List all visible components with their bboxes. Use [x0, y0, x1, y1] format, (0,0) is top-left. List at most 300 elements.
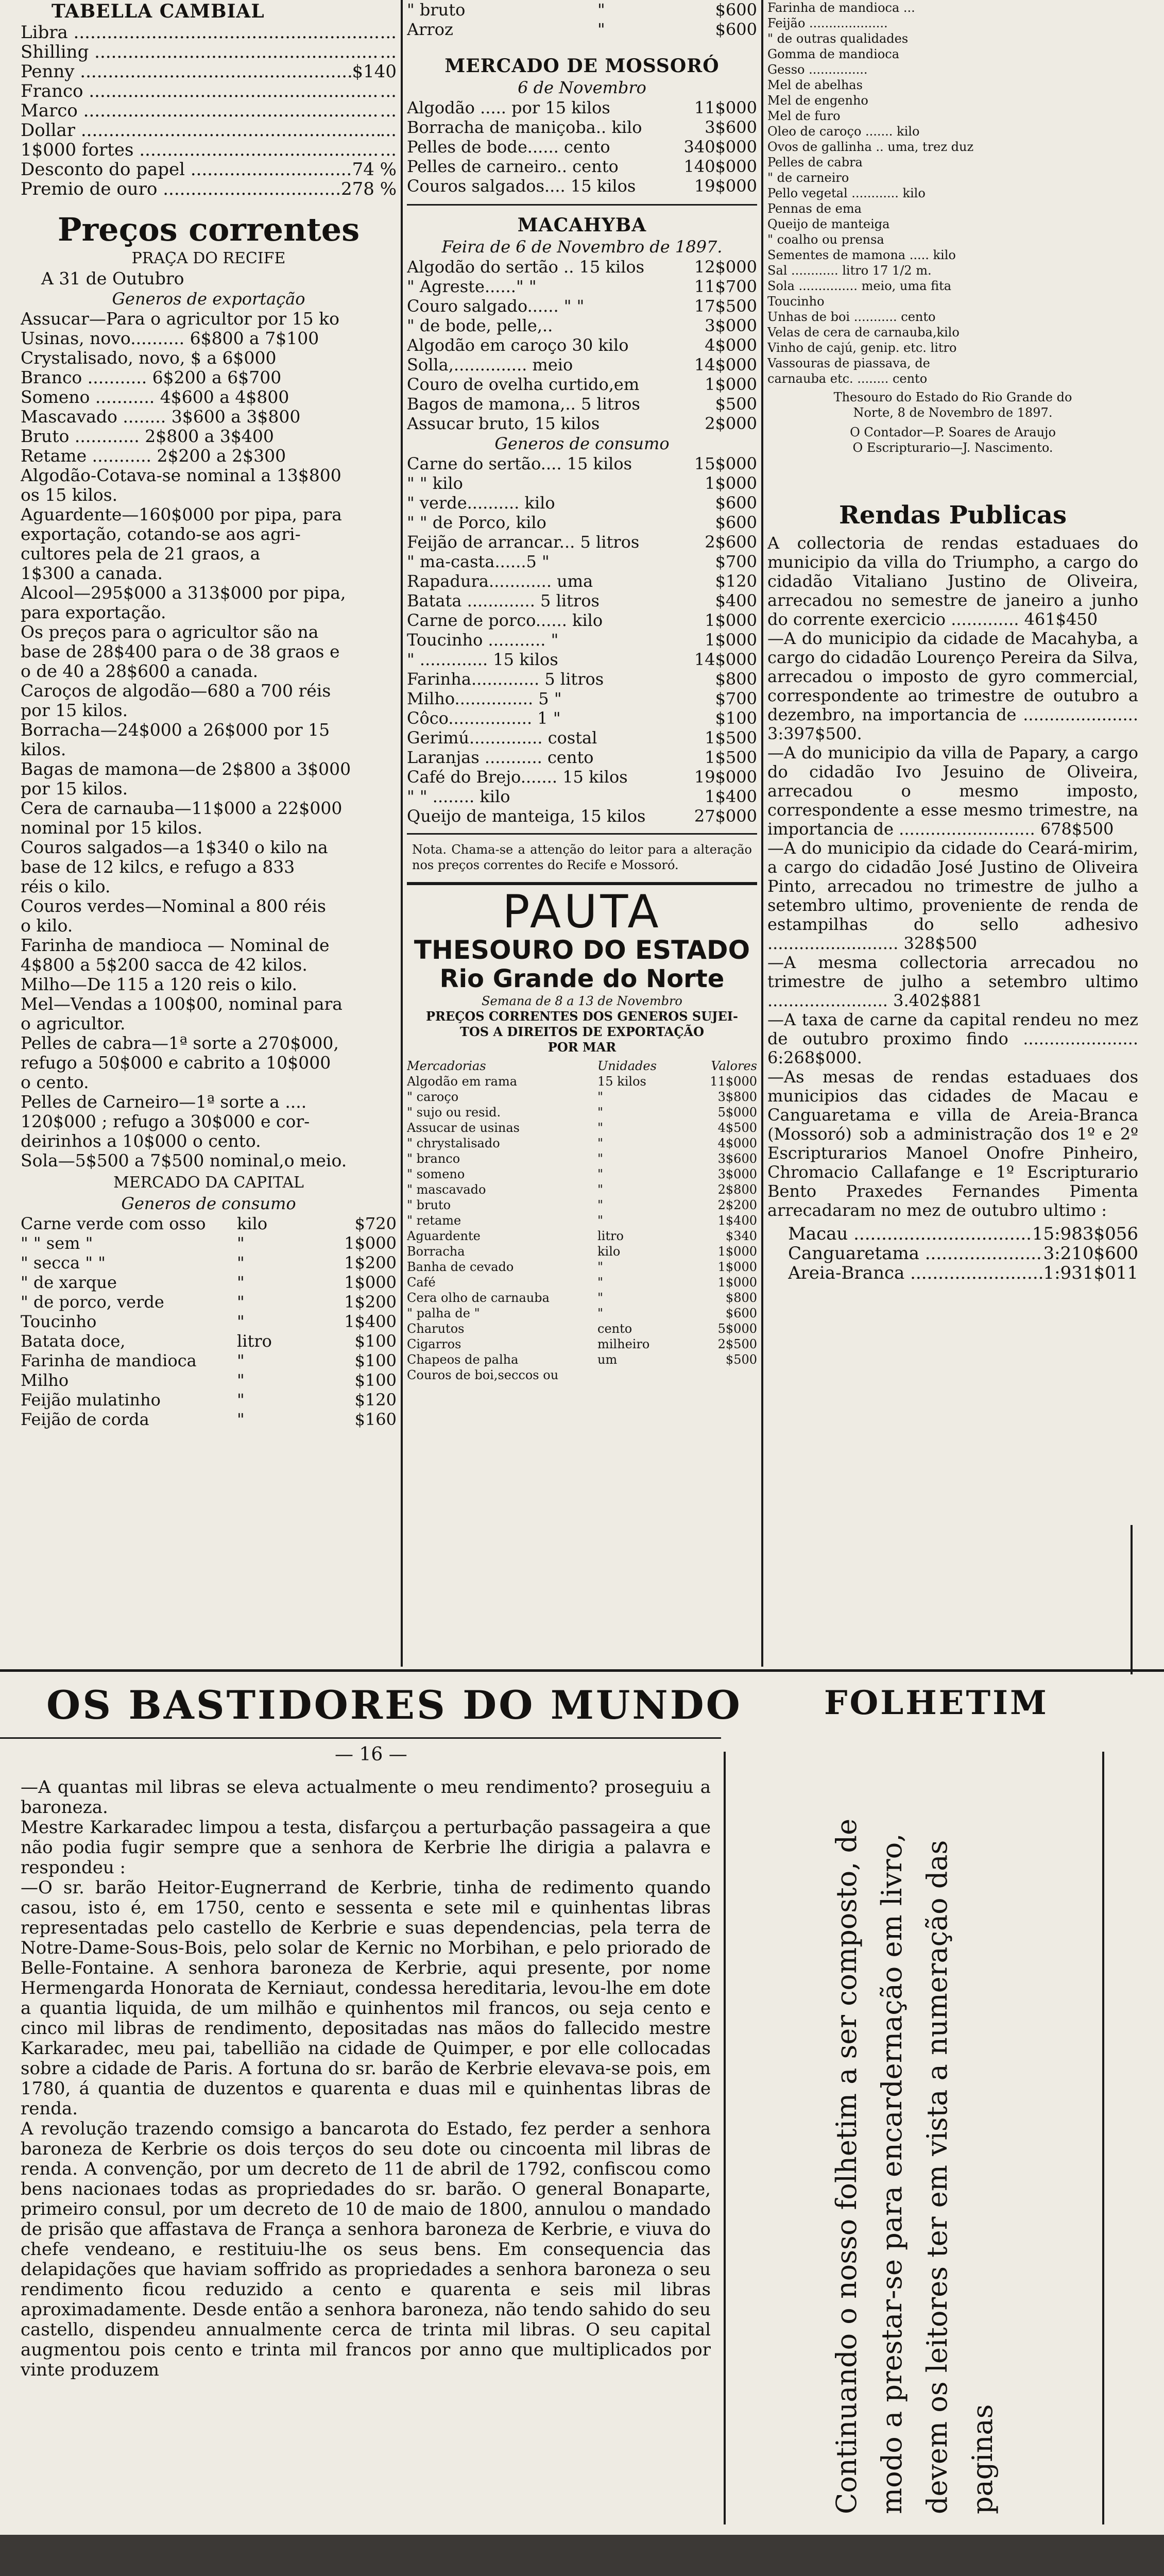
item-name: " someno: [407, 1167, 465, 1181]
item-name: Côco................ 1 ": [407, 708, 561, 728]
item-price: 2$600: [705, 532, 757, 552]
table-row: [407, 0, 757, 20]
item-name: " bruto: [407, 0, 466, 20]
item-name: Algodão em rama: [407, 1074, 518, 1089]
table-row: [407, 689, 757, 708]
export-line: kilos.: [21, 739, 66, 759]
item-price: 3$600: [717, 1151, 757, 1166]
item-name: " Agreste......" ": [407, 277, 537, 296]
table-row: [21, 1370, 397, 1390]
export-line: Mascavado ........ 3$600 a 3$800: [21, 406, 301, 427]
item-price: 1$000: [344, 1233, 397, 1253]
pauta-row: [407, 1352, 757, 1367]
table-row: [407, 708, 757, 728]
total-place: Areia-Branca .....: [788, 1263, 1043, 1283]
table-row: [407, 414, 757, 433]
table-row: [407, 552, 757, 571]
cambial-row: [21, 62, 397, 81]
table-row: [407, 728, 757, 748]
pauta-line: Farinha de mandioca ...: [767, 1, 915, 15]
item-price: 2$000: [705, 414, 757, 433]
pauta-row: [407, 1105, 757, 1120]
pauta-header: Valores: [711, 1059, 757, 1073]
table-row: [21, 1273, 397, 1292]
export-line: o kilo.: [21, 916, 73, 936]
pauta-row: [407, 1197, 757, 1213]
item-price: 1$400: [344, 1312, 397, 1331]
item-name: " " sem ": [21, 1233, 93, 1253]
table-row: [407, 532, 757, 552]
item-name: Couro de ovelha curtido,em: [407, 375, 640, 394]
folhetim-notice: Continuando o nosso folhetim a ser composto, de modo a prestar-se para encardernação em livro, devem os leitores ter em vista a numeração das paginas: [830, 1818, 999, 2514]
rendas-totals: [767, 1224, 1138, 1283]
item-price: 15$000: [694, 454, 757, 473]
item-price: $500: [715, 394, 757, 414]
item-unit: ": [597, 1105, 604, 1120]
item-price: 1$400: [717, 1213, 757, 1228]
table-row: [407, 513, 757, 532]
macahyba-title: MACAHYBA: [517, 214, 647, 236]
item-unit: ": [597, 1291, 604, 1305]
pauta-line: Gesso ...............: [767, 62, 868, 77]
section-rule: [407, 204, 757, 206]
cambial-value: ...: [380, 81, 397, 101]
item-name: Gerimú.............. costal: [407, 728, 597, 748]
export-line: o cento.: [21, 1072, 89, 1092]
pauta-line: Mel de engenho: [767, 93, 868, 108]
item-price: 17$500: [694, 296, 757, 316]
item-price: $340: [725, 1229, 757, 1243]
cambial-label: Desconto do papel .....: [21, 160, 352, 179]
item-name: Cera olho de carnauba: [407, 1291, 550, 1305]
export-line: Branco ........... 6$200 a 6$700: [21, 367, 282, 387]
table-row: [407, 650, 757, 669]
export-line: refugo a 50$000 e cabrito a 10$000: [21, 1053, 331, 1073]
export-line: Alcool—295$000 a 313$000 por pipa,: [21, 583, 346, 603]
consumo-heading: Generos de consumo: [121, 1194, 296, 1213]
item-name: " sujo ou resid.: [407, 1105, 501, 1120]
folhetim-text: —A quantas mil libras se eleva actualmente o meu rendimento? proseguiu a baroneza. Mestre Karkaradec limpou a testa, disfarçou a perturbação passageira a que não podia fugir sempre que a senhora de Kerbrie lhe dirigia a palavra e respondeu : —O sr. barão Heitor-Eugnerrand de Kerbrie, tinha de redimento quando casou, isto é, em 1750, cento e sessenta e sete mil e quinhentas libras representadas pelo castello de Kerbrie e suas dependencias, pela terra de Notre-Dame-Sous-Bois, pelo solar de Kernic no Morbihan, e pelo priorado de Belle-Fontaine. A senhora baroneza de Kerbrie, aqui presente, por nome Hermengarda Honorata de Kerniaut, condessa hereditaria, levou-lhe em dote a quantia liquida, de um milhão e quinhentos mil francos, ou seja cento e cinco mil libras de rendimento, depositadas nas mãos do fallecido mestre Karkaradec, meu pai, tabellião na cidade de Quimper, e por elle collocadas sobre a cidade de Paris. A fortuna do sr. barão de Kerbrie elevava-se pois, em 1780, á quantia de duzentos e quarenta e duas mil e quinhentas libras de renda. A revolução trazendo comsigo a bancarota do Estado, fez perder a senhora baroneza de Kerbrie os dois terços do seu dote ou cincoenta mil libras de renda. A convenção, por um decreto de 11 de abril de 1792, confiscou como bens nacionaes todas as propriedades do sr. barão. O general Bonaparte, primeiro consul, por um decreto de 10 de maio de 1800, annulou o mandado de prisão que affastava de França a senhora baroneza de Kerbrie, e viuva do chefe vendeano, e restituiu-lhe os seus bens. Em consequencia das delapidações que haviam soffrido as propriedades a senhora baroneza o seu rendimento ficou reduzido a cento e quarenta e seis mil libras aproximadamente. Desde então a senhora baroneza, não tendo sahido do seu castello, dispendeu annualmente cerca de trinta mil libras. O seu capital augmentou pois cento e trinta mil francos por anno que multiplicados por vinte produzem: [21, 1777, 711, 2380]
pauta-row: [407, 1306, 757, 1321]
pauta-table: [407, 1074, 757, 1383]
item-name: Batata doce,: [21, 1331, 126, 1351]
item-price: 1$400: [705, 787, 757, 806]
cambial-row: [21, 42, 397, 62]
table-row: [407, 157, 757, 176]
item-name: " palha de ": [407, 1306, 480, 1320]
item-name: Borracha: [407, 1244, 465, 1259]
table-row: [407, 748, 757, 767]
item-price: $600: [715, 513, 757, 532]
item-name: Milho............... 5 ": [407, 689, 562, 708]
table-row: [407, 296, 757, 316]
export-line: exportação, cotando-se aos agri-: [21, 524, 301, 544]
cambial-table: [21, 23, 397, 199]
item-unit: ": [597, 1182, 604, 1197]
pauta-header: Mercadorias: [407, 1059, 486, 1073]
item-unit: ": [597, 1275, 604, 1290]
table-row: [407, 454, 757, 473]
item-price: 3$000: [705, 316, 757, 335]
item-name: Feijão de arrancar... 5 litros: [407, 532, 640, 552]
item-name: Farinha de mandioca: [21, 1351, 197, 1370]
item-unit: ": [597, 1306, 604, 1320]
export-line: deirinhos a 10$000 o cento.: [21, 1131, 261, 1151]
item-name: Rapadura............ uma: [407, 571, 593, 591]
table-row: [407, 394, 757, 414]
cambial-label: 1$000 fortes .....: [21, 140, 380, 160]
item-price: $400: [715, 591, 757, 611]
pauta-line: " coalho ou prensa: [767, 232, 884, 247]
pauta-line: Vassouras de piassava, de: [767, 356, 930, 370]
item-unit: ": [597, 1260, 604, 1274]
item-name: Borracha de maniçoba.. kilo: [407, 117, 642, 137]
item-price: 12$000: [694, 257, 757, 277]
export-line: réis o kilo.: [21, 876, 111, 896]
pauta-line: Ovos de gallinha .. uma, trez duz: [767, 140, 974, 154]
table-row: [407, 277, 757, 296]
item-price: $600: [725, 1306, 757, 1320]
item-unit: ": [237, 1370, 245, 1390]
item-name: " de bode, pelle,..: [407, 316, 553, 335]
item-name: Pelles de carneiro.. cento: [407, 157, 619, 176]
pauta-title: PAUTA: [502, 885, 662, 938]
pauta-row: [407, 1166, 757, 1182]
item-name: Bagos de mamona,.. 5 litros: [407, 394, 640, 414]
item-unit: ": [237, 1292, 245, 1312]
item-name: Carne de porco...... kilo: [407, 611, 603, 630]
cambial-label: Marco .....: [21, 101, 380, 121]
total-place: Canguaretama .....: [788, 1244, 1043, 1263]
column-3: [767, 0, 1138, 1667]
item-price: 3$800: [717, 1090, 757, 1104]
item-name: Farinha............. 5 litros: [407, 669, 604, 689]
pauta-row: [407, 1136, 757, 1151]
top-rows: [407, 0, 757, 39]
export-line: por 15 kilos.: [21, 700, 128, 720]
thesouro-date: Norte, 8 de Novembro de 1897.: [853, 405, 1053, 420]
item-unit: ": [597, 1198, 604, 1212]
nota-text: Nota. Chama-se a attenção do leitor para a alteração nos preços correntes do Recife e Mossoró.: [412, 842, 752, 872]
column-2: [407, 0, 757, 1667]
total-value: 3:210$600: [1043, 1243, 1138, 1264]
folhetim-divider: [1102, 1752, 1104, 2524]
item-name: " mascavado: [407, 1182, 486, 1197]
export-line: Retame ........... 2$200 a 2$300: [21, 446, 286, 466]
item-price: 140$000: [683, 157, 757, 176]
item-price: 11$000: [710, 1074, 757, 1089]
item-name: Arroz: [407, 20, 453, 39]
cambial-label: Premio de ouro .....: [21, 179, 341, 199]
bastidores-title: OS BASTIDORES DO MUNDO: [46, 1682, 742, 1728]
item-name: Cigarros: [407, 1337, 461, 1351]
folhetim-divider: [724, 1752, 726, 2524]
cambial-row: [21, 81, 397, 101]
item-name: " chrystalisado: [407, 1136, 500, 1150]
pauta-row: [407, 1259, 757, 1275]
export-line: Couros verdes—Nominal a 800 réis: [21, 896, 326, 916]
pauta-row: [407, 1336, 757, 1352]
cambial-label: Libra .....: [21, 23, 380, 42]
total-value: 1:931$011: [1043, 1263, 1138, 1283]
item-name: Carne verde com osso: [21, 1214, 206, 1233]
export-list: [21, 309, 397, 1171]
cambial-value: ...: [380, 22, 397, 43]
item-price: 340$000: [683, 137, 757, 157]
item-name: " branco: [407, 1151, 460, 1166]
pauta-line: Mel de furo: [767, 109, 841, 123]
table-row: [21, 1292, 397, 1312]
export-line: Os preços para o agricultor são na: [21, 622, 319, 642]
column-1: [21, 0, 397, 1667]
pauta-line: Sola ............... meio, uma fita: [767, 279, 952, 293]
item-price: $720: [354, 1214, 397, 1233]
pauta-row: [407, 1120, 757, 1136]
item-unit: ": [597, 1121, 604, 1135]
item-name: Algodão do sertão .. 15 kilos: [407, 257, 644, 277]
item-price: $600: [715, 20, 757, 39]
cambial-value: ...: [380, 120, 397, 141]
contador: O Contador—P. Soares de Araujo: [850, 425, 1056, 439]
item-name: Milho: [21, 1370, 69, 1390]
item-price: $600: [715, 493, 757, 513]
pauta-line: Pennas de ema: [767, 201, 862, 216]
item-name: " retame: [407, 1213, 461, 1228]
item-price: 4$000: [717, 1136, 757, 1150]
export-line: Cera de carnauba—11$000 a 22$000: [21, 798, 343, 818]
cambial-value: ...: [380, 100, 397, 121]
cambial-value: ...: [380, 42, 397, 62]
pauta-line: Toucinho: [767, 294, 825, 309]
export-line: Farinha de mandioca — Nominal de: [21, 935, 330, 955]
table-row: [407, 176, 757, 196]
table-row: [407, 767, 757, 787]
pauta-line: " de outras qualidades: [767, 31, 909, 46]
mercado-capital-heading: MERCADO DA CAPITAL: [113, 1174, 304, 1192]
item-unit: ": [237, 1410, 245, 1429]
table-row: [21, 1253, 397, 1273]
pauta-line: Sal ............ litro 17 1/2 m.: [767, 263, 932, 278]
table-row: [407, 137, 757, 157]
export-line: Algodão-Cotava-se nominal a 13$800: [21, 465, 341, 485]
export-line: 4$800 a 5$200 sacca de 42 kilos.: [21, 955, 307, 975]
item-price: 5$000: [717, 1321, 757, 1336]
export-line: Crystalisado, novo, $ a 6$000: [21, 348, 277, 368]
cambial-label: Shilling .....: [21, 42, 380, 62]
item-name: Couros salgados.... 15 kilos: [407, 176, 636, 196]
cambial-row: [21, 121, 397, 140]
item-name: Assucar de usinas: [407, 1121, 520, 1135]
pauta-line: Vinho de cajú, genip. etc. litro: [767, 341, 957, 355]
item-price: 1$000: [717, 1244, 757, 1259]
item-name: Banha de cevado: [407, 1260, 514, 1274]
pauta-line: Oleo de caroço ....... kilo: [767, 124, 920, 139]
item-unit: ": [597, 1151, 604, 1166]
total-value: 15:983$056: [1032, 1224, 1138, 1244]
export-line: Mel—Vendas a 100$00, nominal para: [21, 994, 343, 1014]
item-price: 19$000: [694, 767, 757, 787]
table-row: [407, 669, 757, 689]
export-line: nominal por 15 kilos.: [21, 818, 203, 838]
pauta-line: Velas de cera de carnauba,kilo: [767, 325, 960, 340]
table-row: [407, 591, 757, 611]
item-price: 1$000: [705, 375, 757, 394]
table-row: [21, 1233, 397, 1253]
cambial-value: $140: [352, 61, 397, 82]
macahyba-consumo-table: [407, 454, 757, 826]
precos-title: Preços correntes: [57, 211, 360, 248]
pauta-desc: PREÇOS CORRENTES DOS GENEROS SUJEI-: [425, 1009, 738, 1024]
item-price: $800: [725, 1291, 757, 1305]
item-price: 2$200: [717, 1198, 757, 1212]
export-line: Borracha—24$000 a 26$000 por 15: [21, 720, 330, 740]
item-price: 1$200: [344, 1253, 397, 1273]
title-rule: [0, 1737, 721, 1739]
item-price: 11$000: [694, 98, 757, 117]
item-name: " verde.......... kilo: [407, 493, 555, 513]
item-price: $160: [354, 1410, 397, 1429]
item-price: 1$200: [344, 1292, 397, 1312]
item-name: Feijão de corda: [21, 1410, 149, 1429]
export-line: para exportação.: [21, 602, 166, 622]
pauta-line: Pello vegetal ............ kilo: [767, 186, 926, 200]
export-line: Usinas, novo.......... 6$800 a 7$100: [21, 328, 319, 348]
item-price: 2$500: [717, 1337, 757, 1351]
item-name: Batata ............. 5 litros: [407, 591, 600, 611]
item-price: 14$000: [694, 650, 757, 669]
table-row: [407, 335, 757, 355]
item-unit: ": [237, 1351, 245, 1370]
export-line: o de 40 a 28$600 a canada.: [21, 661, 259, 681]
item-name: Café: [407, 1275, 436, 1290]
item-price: 1$000: [705, 630, 757, 650]
table-row: [407, 611, 757, 630]
item-price: 3$000: [717, 1167, 757, 1181]
export-line: Caroços de algodão—680 a 700 réis: [21, 681, 331, 701]
cambial-value: 74 %: [352, 159, 397, 180]
pauta-state: Rio Grande do Norte: [439, 964, 725, 993]
item-unit: ": [237, 1253, 245, 1273]
pauta-row: [407, 1321, 757, 1336]
pauta-header-row: [407, 1058, 757, 1074]
consumo-table: [21, 1214, 397, 1429]
praca-heading: PRAÇA DO RECIFE: [131, 249, 286, 267]
export-line: Sola—5$500 a 7$500 nominal,o meio.: [21, 1150, 347, 1171]
mossoro-table: [407, 98, 757, 196]
cambial-row: [21, 179, 397, 199]
table-row: [21, 1390, 397, 1410]
column-divider: [401, 0, 403, 1667]
item-price: $500: [725, 1352, 757, 1367]
export-line: Bruto ............ 2$800 a 3$400: [21, 426, 274, 446]
item-unit: ": [597, 1167, 604, 1181]
table-row: [407, 20, 757, 39]
item-price: [675, 1367, 757, 1383]
total-row: [767, 1224, 1138, 1244]
pauta-desc: TOS A DIREITOS DE EXPORTAÇÃO: [459, 1024, 705, 1039]
item-unit: ": [237, 1273, 245, 1292]
pauta-header: Unidades: [597, 1059, 657, 1073]
pauta-line: Unhas de boi ........... cento: [767, 310, 936, 324]
item-price: 27$000: [694, 806, 757, 826]
item-unit: litro: [597, 1229, 624, 1243]
pauta-line: Sementes de mamona ..... kilo: [767, 248, 956, 262]
item-price: 5$000: [717, 1105, 757, 1120]
table-row: [407, 98, 757, 117]
item-name: Toucinho: [21, 1312, 97, 1331]
item-name: Queijo de manteiga, 15 kilos: [407, 806, 646, 826]
item-name: " " de Porco, kilo: [407, 513, 546, 532]
item-price: 1$000: [344, 1273, 397, 1292]
item-unit: ": [597, 1136, 604, 1150]
item-unit: kilo: [597, 1244, 621, 1259]
item-unit: ": [597, 1213, 604, 1228]
pauta-line: " de carneiro: [767, 171, 849, 185]
item-price: 1$000: [717, 1275, 757, 1290]
table-row: [407, 806, 757, 826]
export-line: cultores pela de 21 graos, a: [21, 544, 261, 564]
item-name: " ma-casta......5 ": [407, 552, 550, 571]
item-unit: 15 kilos: [597, 1074, 646, 1089]
item-price: $100: [354, 1351, 397, 1370]
item-unit: cento: [597, 1321, 632, 1336]
export-line: Milho—De 115 a 120 reis o kilo.: [21, 974, 298, 994]
item-name: " bruto: [407, 1198, 451, 1212]
export-line: Bagas de mamona—de 2$800 a 3$000: [21, 759, 351, 779]
item-price: $800: [715, 669, 757, 689]
cambial-value: 278 %: [340, 179, 397, 199]
pauta-row: [407, 1182, 757, 1197]
escripturario: O Escripturario—J. Nascimento.: [852, 440, 1053, 455]
item-name: Laranjas ........... cento: [407, 748, 594, 767]
item-price: $120: [354, 1390, 397, 1410]
item-name: Pelles de bode...... cento: [407, 137, 610, 157]
table-row: [407, 787, 757, 806]
pauta-line: carnauba etc. ........ cento: [767, 371, 928, 386]
cambial-label: Dollar .....: [21, 121, 380, 140]
item-name: Algodão ..... por 15 kilos: [407, 98, 610, 117]
item-name: Couros de boi,seccos ou: [407, 1368, 559, 1382]
item-price: 4$500: [717, 1121, 757, 1135]
item-unit: ": [237, 1312, 245, 1331]
section-rule: [407, 882, 757, 885]
cambial-label: Franco .....: [21, 81, 380, 101]
item-name: Charutos: [407, 1321, 465, 1336]
rendas-text: A collectoria de rendas estaduaes do municipio da villa do Triumpho, a cargo do cidadão Vitaliano Justino de Oliveira, arrecadou no semestre de janeiro a junho do corrente exercicio ............. 461$450 —A do municipio da cidade de Macahyba, a cargo do cidadão Lourenço Pereira da Silva, arrecadou o imposto de gyro commercial, correspondente ao trimestre de outubro a dezembro, na importancia de ...................... 3:397$500. —A do municipio da villa de Papary, a cargo do cidadão Ivo Jesuino de Oliveira, arrecadou o mesmo imposto, correspondente a esse mesmo trimestre, na importancia de .......................... 678$500 —A do municipio da cidade do Ceará-mirim, a cargo do cidadão José Justino de Oliveira Pinto, arrecadou no trimestre de julho a setembro ultimo, proveniente de renda de estampilhas do sello adhesivo ......................... 328$500 —A mesma collectoria arrecadou no trimestre de julho a setembro ultimo ....................... 3.402$881 —A taxa de carne da capital rendeu no mez de outubro proximo findo ...................... 6:268$000. —As mesas de rendas estaduaes dos municipios das cidades de Macau e Canguaretama e villa de Areia-Branca (Mossoró) sob a administração dos 1º e 2º Escripturarios Manoel Onofre Pinheiro, Chromacio Callafange e 1º Escripturario Bento Praxedes Fernandes Pimenta arrecadaram no mez de outubro ultimo :: [767, 533, 1138, 1220]
pauta-desc: POR MAR: [547, 1040, 617, 1055]
export-line: Pelles de cabra—1ª sorte a 270$000,: [21, 1033, 339, 1053]
cambial-value: ...: [380, 140, 397, 160]
item-price: $100: [354, 1370, 397, 1390]
item-unit: ": [237, 1233, 245, 1253]
item-unit: litro: [237, 1331, 272, 1351]
item-unit: um: [597, 1352, 618, 1367]
column-divider: [1131, 1525, 1133, 1674]
date-line: A 31 de Outubro: [41, 268, 184, 289]
item-price: $100: [715, 708, 757, 728]
table-row: [21, 1312, 397, 1331]
pauta-row: [407, 1367, 757, 1383]
item-name: Café do Brejo....... 15 kilos: [407, 767, 628, 787]
macahyba-consumo-heading: Generos de consumo: [494, 434, 670, 453]
export-line: Aguardente—160$000 por pipa, para: [21, 504, 342, 524]
item-name: Assucar bruto, 15 kilos: [407, 414, 600, 433]
column-divider: [761, 0, 763, 1667]
pauta-row: [407, 1228, 757, 1244]
pauta-line: Mel de abelhas: [767, 78, 863, 92]
table-row: [21, 1410, 397, 1429]
export-line: Couros salgados—a 1$340 o kilo na: [21, 837, 328, 857]
